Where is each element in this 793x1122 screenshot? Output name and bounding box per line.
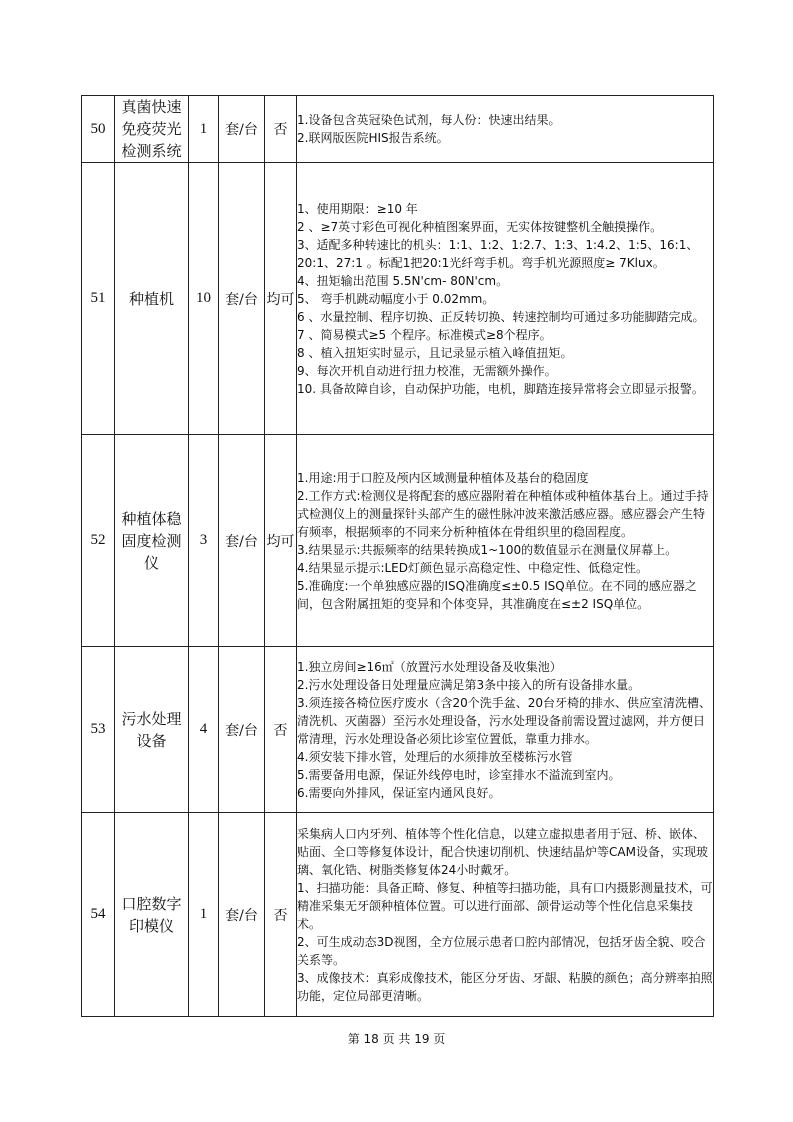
item-quantity: 10 xyxy=(189,163,219,435)
spec-line: 6.需要向外排风，保证室内通风良好。 xyxy=(297,785,501,800)
item-quantity: 4 xyxy=(189,647,219,813)
spec-line: 3、适配多种转速比的机头：1:1、1:2、1:2.7、1:3、1:4.2、1:5、16:1、20:1、27:1 。标配1把20:1光纤弯手机。弯手机光源照度≥ 7Klux。 xyxy=(297,237,699,270)
spec-line: 4.须安装下排水管，处理后的水须排放至楼栋污水管 xyxy=(297,749,573,764)
item-imported: 均可 xyxy=(265,163,297,435)
spec-line: 2.污水处理设备日处理量应满足第3条中接入的所有设备排水量。 xyxy=(297,677,641,692)
spec-line: 4、扭矩输出范围 5.5N'cm- 80N'cm。 xyxy=(297,273,509,288)
spec-line: 1.独立房间≥16㎡（放置污水处理设备及收集池） xyxy=(297,659,562,674)
spec-line: 4.结果显示提示:LED灯颜色显示高稳定性、中稳定性、低稳定性。 xyxy=(297,560,649,575)
spec-line: 3、成像技术：真彩成像技术，能区分牙齿、牙龈、粘膜的颜色；高分辨率拍照功能，定位局部更清晰。 xyxy=(297,970,713,1003)
spec-line: 2 、≥7英寸彩色可视化种植图案界面，无实体按键整机全触摸操作。 xyxy=(297,219,663,234)
item-imported: 否 xyxy=(265,96,297,163)
item-spec xyxy=(297,813,714,1017)
spec-line: 采集病人口内牙列、植体等个性化信息，以建立虚拟患者用于冠、桥、嵌体、贴面、全口等修复体设计，配合快速切削机、快速结晶炉等CAM设备，实现玻璃、氧化锆、树脂类修复体24小时戴牙。 xyxy=(297,826,708,877)
table-row xyxy=(82,813,714,1017)
table-body xyxy=(82,96,714,1017)
spec-line: 2、可生成动态3D视图，全方位展示患者口腔内部情况，包括牙齿全貌、咬合关系等。 xyxy=(297,934,706,967)
item-name: 种植机 xyxy=(115,163,189,435)
item-unit: 套/台 xyxy=(219,163,265,435)
item-number: 53 xyxy=(82,647,115,813)
item-unit: 套/台 xyxy=(219,96,265,163)
item-quantity: 3 xyxy=(189,435,219,647)
item-imported: 否 xyxy=(265,813,297,1017)
item-name: 污水处理设备 xyxy=(115,647,189,813)
spec-line: 5、 弯手机跳动幅度小于 0.02mm。 xyxy=(297,291,495,306)
spec-line: 3.须连接各椅位医疗废水（含20个洗手盆、20台牙椅的排水、供应室清洗槽、清洗机、灭菌器）至污水处理设备，污水处理设备前需设置过滤网，并方便日常清理，污水处理设备必须比诊室位置低，靠重力排水。 xyxy=(297,695,711,746)
spec-line: 5.需要备用电源，保证外线停电时，诊室排水不溢流到室内。 xyxy=(297,767,621,782)
spec-line: 1.用途:用于口腔及颅内区域测量种植体及基台的稳固度 xyxy=(297,470,589,485)
spec-line: 8 、植入扭矩实时显示，且记录显示植入峰值扭矩。 xyxy=(297,345,573,360)
item-name: 种植体稳固度检测仪 xyxy=(115,435,189,647)
item-number: 50 xyxy=(82,96,115,163)
item-imported: 均可 xyxy=(265,435,297,647)
item-imported: 否 xyxy=(265,647,297,813)
spec-line: 10. 具备故障自诊，自动保护功能，电机，脚踏连接异常将会立即显示报警。 xyxy=(297,381,704,396)
spec-line: 1、使用期限：≥10 年 xyxy=(297,201,418,216)
item-spec xyxy=(297,435,714,647)
equipment-spec-table xyxy=(81,95,714,1017)
page-footer: 第 18 页 共 19 页 xyxy=(347,1032,446,1046)
item-number: 54 xyxy=(82,813,115,1017)
spec-line: 3.结果显示:共振频率的结果转换成1~100的数值显示在测量仪屏幕上。 xyxy=(297,542,678,557)
table-row xyxy=(82,163,714,435)
item-quantity: 1 xyxy=(189,96,219,163)
item-spec xyxy=(297,647,714,813)
item-name: 口腔数字印模仪 xyxy=(115,813,189,1017)
table-row xyxy=(82,435,714,647)
item-name: 真菌快速免疫荧光检测系统 xyxy=(115,96,189,163)
item-quantity: 1 xyxy=(189,813,219,1017)
item-unit: 套/台 xyxy=(219,813,265,1017)
item-unit: 套/台 xyxy=(219,647,265,813)
item-number: 52 xyxy=(82,435,115,647)
spec-line: 1、扫描功能：具备正畸、修复、种植等扫描功能，具有口内摄影测量技术，可精准采集无牙颌种植体位置。可以进行面部、颌骨运动等个性化信息采集技术。 xyxy=(297,880,713,931)
spec-line: 5.准确度:一个单独感应器的ISQ准确度≤±0.5 ISQ单位。在不同的感应器之间，包含附属扭矩的变异和个体变异，其准确度在≤±2 ISQ单位。 xyxy=(297,578,697,611)
item-number: 51 xyxy=(82,163,115,435)
spec-line: 1.设备包含英冠染色试剂，每人份：快速出结果。 xyxy=(297,113,561,127)
item-spec xyxy=(297,96,714,163)
item-unit: 套/台 xyxy=(219,435,265,647)
spec-line: 2.联网版医院HIS报告系统。 xyxy=(297,131,449,145)
spec-line: 2.工作方式:检测仪是将配套的感应器附着在种植体或种植体基台上。通过手持式检测仪上的测量探针头部产生的磁性脉冲波来激活感应器。感应器会产生特有频率，根据频率的不同来分析种植体在骨组织里的稳固程度。 xyxy=(297,488,709,539)
table-row xyxy=(82,647,714,813)
spec-line: 9、每次开机自动进行扭力校准，无需额外操作。 xyxy=(297,363,557,378)
spec-line: 7 、简易模式≥5 个程序。标准模式≥8个程序。 xyxy=(297,327,552,342)
spec-line: 6 、水量控制、程序切换、正反转切换、转速控制均可通过多功能脚踏完成。 xyxy=(297,309,705,324)
item-spec xyxy=(297,163,714,435)
table-row xyxy=(82,96,714,163)
